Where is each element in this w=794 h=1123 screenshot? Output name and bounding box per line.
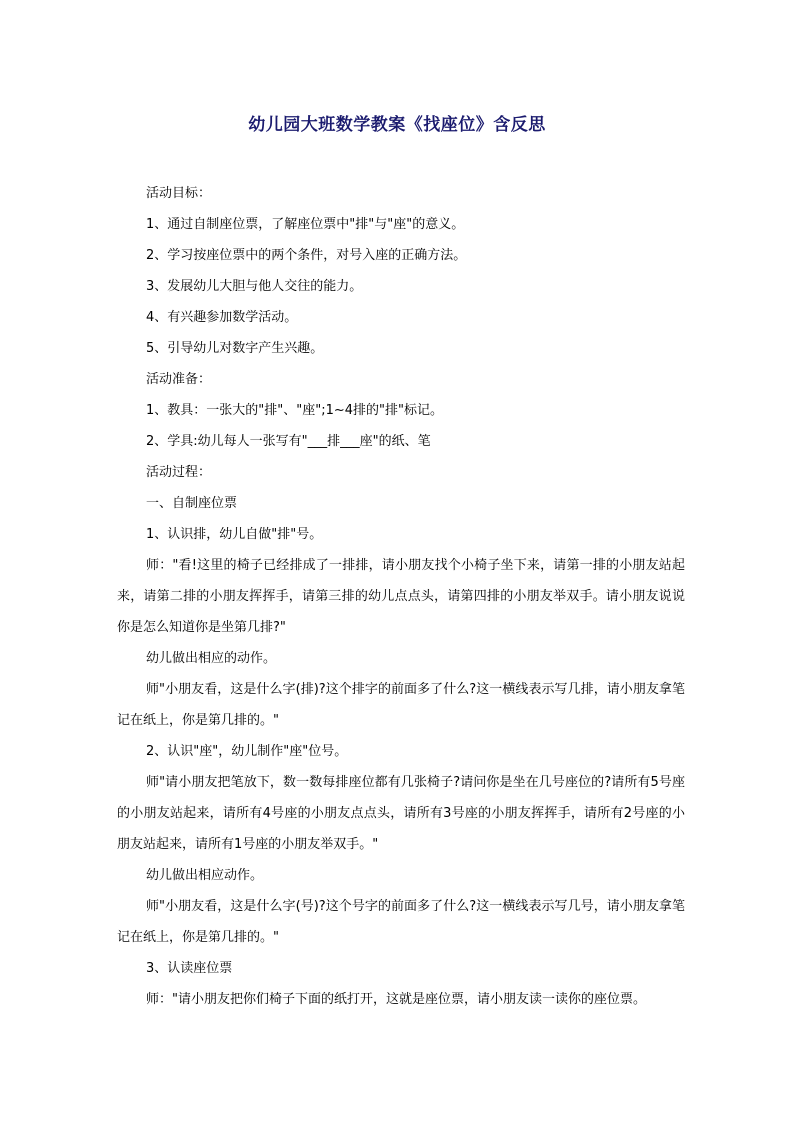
paragraph-activity-goals-heading: 活动目标：: [146, 186, 212, 201]
paragraph-preparation-heading: 活动准备：: [146, 372, 212, 387]
paragraph-goal-4: 4、有兴趣参加数学活动。: [146, 310, 298, 325]
paragraph-process-heading: 活动过程：: [146, 465, 212, 480]
paragraph-goal-5: 5、引导幼儿对数字产生兴趣。: [146, 341, 324, 356]
document-body: [117, 178, 685, 1015]
paragraph-step-3: 3、认读座位票: [146, 961, 233, 976]
paragraph-preparation-2: 2、学具:幼儿每人一张写有"___排___座"的纸、笔: [146, 434, 431, 449]
paragraph-section-1-heading: 一、自制座位票: [146, 496, 238, 511]
paragraph-children-action-2: 幼儿做出相应动作。: [146, 868, 264, 883]
paragraph-goal-1: 1、通过自制座位票，了解座位票中"排"与"座"的意义。: [146, 217, 465, 232]
paragraph-goal-3: 3、发展幼儿大胆与他人交往的能力。: [146, 279, 363, 294]
paragraph-teacher-speech-2: 师"小朋友看，这是什么字(排)?这个排字的前面多了什么?这一横线表示写几排，请小朋友拿笔记在纸上，你是第几排的。": [117, 682, 685, 728]
paragraph-goal-2: 2、学习按座位票中的两个条件，对号入座的正确方法。: [146, 248, 467, 263]
paragraph-step-1: 1、认识排，幼儿自做"排"号。: [146, 527, 323, 542]
paragraph-children-action-1: 幼儿做出相应的动作。: [146, 651, 277, 666]
paragraph-preparation-1: 1、教具：一张大的"排"、"座";1~4排的"排"标记。: [146, 403, 443, 418]
paragraph-teacher-speech-3: 师"请小朋友把笔放下，数一数每排座位都有几张椅子?请问你是坐在几号座位的?请所有5号座的小朋友站起来，请所有4号座的小朋友点点头，请所有3号座的小朋友挥挥手，请所有2号座的小朋友站起来，请所有1号座的小朋友举双手。": [117, 775, 685, 852]
paragraph-teacher-speech-4: 师"小朋友看，这是什么字(号)?这个号字的前面多了什么?这一横线表示写几号，请小朋友拿笔记在纸上，你是第几排的。": [117, 899, 685, 945]
paragraph-teacher-speech-1: 师："看!这里的椅子已经排成了一排排，请小朋友找个小椅子坐下来，请第一排的小朋友站起来，请第二排的小朋友挥挥手，请第三排的幼儿点点头，请第四排的小朋友举双手。请小朋友说说你是怎么知道你是坐第几排?": [117, 558, 685, 635]
paragraph-teacher-speech-5: 师："请小朋友把你们椅子下面的纸打开，这就是座位票，请小朋友读一读你的座位票。: [146, 992, 646, 1007]
paragraph-step-2: 2、认识"座"，幼儿制作"座"位号。: [146, 744, 348, 759]
document-title: 幼儿园大班数学教案《找座位》含反思: [248, 115, 546, 135]
